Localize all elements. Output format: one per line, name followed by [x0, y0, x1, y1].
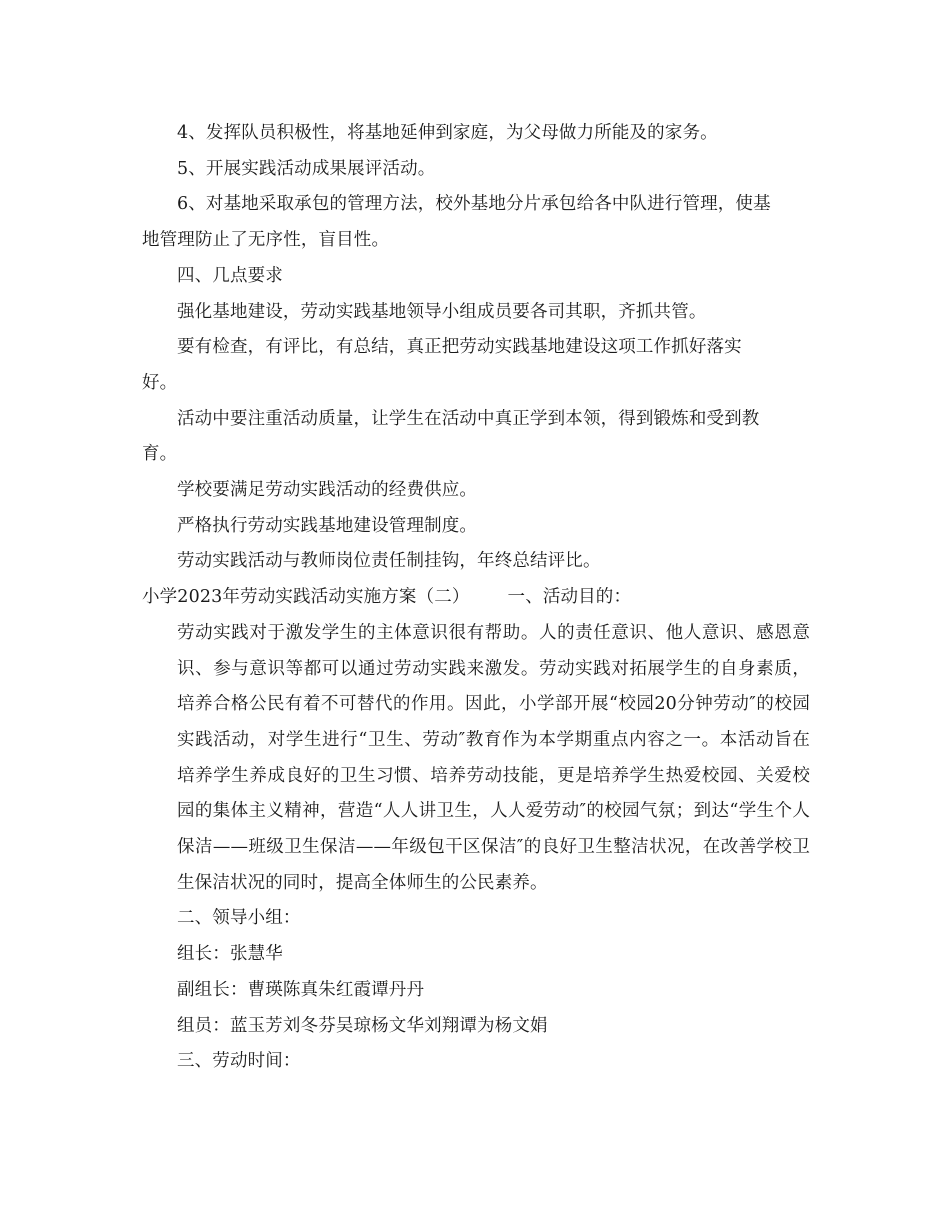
leadership-deputies: 副组长：曹瑛陈真朱红霞谭丹丹 [177, 979, 425, 1000]
requirement-paragraph-6: 劳动实践活动与教师岗位责任制挂钩，年终总结评比。 [177, 551, 601, 572]
section-heading-purpose: 一、活动目的： [507, 587, 632, 608]
paragraph-item-6-line-1: 6、对基地采取承包的管理方法，校外基地分片承包给各中队进行管理，使基 [177, 194, 771, 215]
section-heading-leadership: 二、领导小组： [177, 908, 301, 929]
document-title-line [142, 580, 810, 616]
requirement-paragraph-2-line-2: 好。 [142, 372, 178, 393]
section-heading-time: 三、劳动时间： [177, 1051, 301, 1072]
leadership-members: 组员：蓝玉芳刘冬芬吴琼杨文华刘翔谭为杨文娟 [177, 1015, 548, 1036]
paragraph-item-4: 4、发挥队员积极性，将基地延伸到家庭，为父母做力所能及的家务。 [177, 123, 718, 143]
requirement-paragraph-2-line-1: 要有检查，有评比，有总结，真正把劳动实践基地建设这项工作抓好落实 [177, 337, 742, 358]
leadership-leader: 组长：张慧华 [177, 944, 283, 965]
purpose-paragraph: 劳动实践对于激发学生的主体意识很有帮助。人的责任意识、他人意识、感恩意识、参与意识等都可以通过劳动实践来激发。劳动实践对拓展学生的自身素质，培养合格公民有着不可替代的作用。因此，小学部开展“校园20分钟劳动″的校园实践活动，对学生进行“卫生、劳动″教育作为本学期重点内容之一。本活动旨在培养学生养成良好的卫生习惯、培养劳动技能，更是培养学生热爱校园、关爱校园的集体主义精神，营造“人人讲卫生，人人爱劳动″的校园气氛；到达“学生个人保洁——班级卫生保洁——年级包干区保洁″的良好卫生整洁状况，在改善学校卫生保洁状况的同时，提高全体师生的公民素养。 [177, 622, 810, 893]
requirement-paragraph-3-line-1: 活动中要注重活动质量，让学生在活动中真正学到本领，得到锻炼和受到教 [177, 408, 760, 429]
requirement-paragraph-4: 学校要满足劳动实践活动的经费供应。 [177, 480, 478, 501]
document-body [142, 116, 810, 1080]
paragraph-item-5: 5、开展实践活动成果展评活动。 [177, 158, 436, 179]
requirement-paragraph-3-line-2: 育。 [142, 444, 178, 465]
requirement-paragraph-1: 强化基地建设，劳动实践基地领导小组成员要各司其职，齐抓共管。 [177, 301, 707, 322]
section-heading-requirements: 四、几点要求 [177, 265, 283, 286]
requirement-paragraph-5: 严格执行劳动实践基地建设管理制度。 [177, 515, 478, 536]
document-title: 小学2023年劳动实践活动实施方案（二） [142, 587, 470, 608]
paragraph-item-6-line-2: 地管理防止了无序性，盲目性。 [142, 230, 390, 251]
